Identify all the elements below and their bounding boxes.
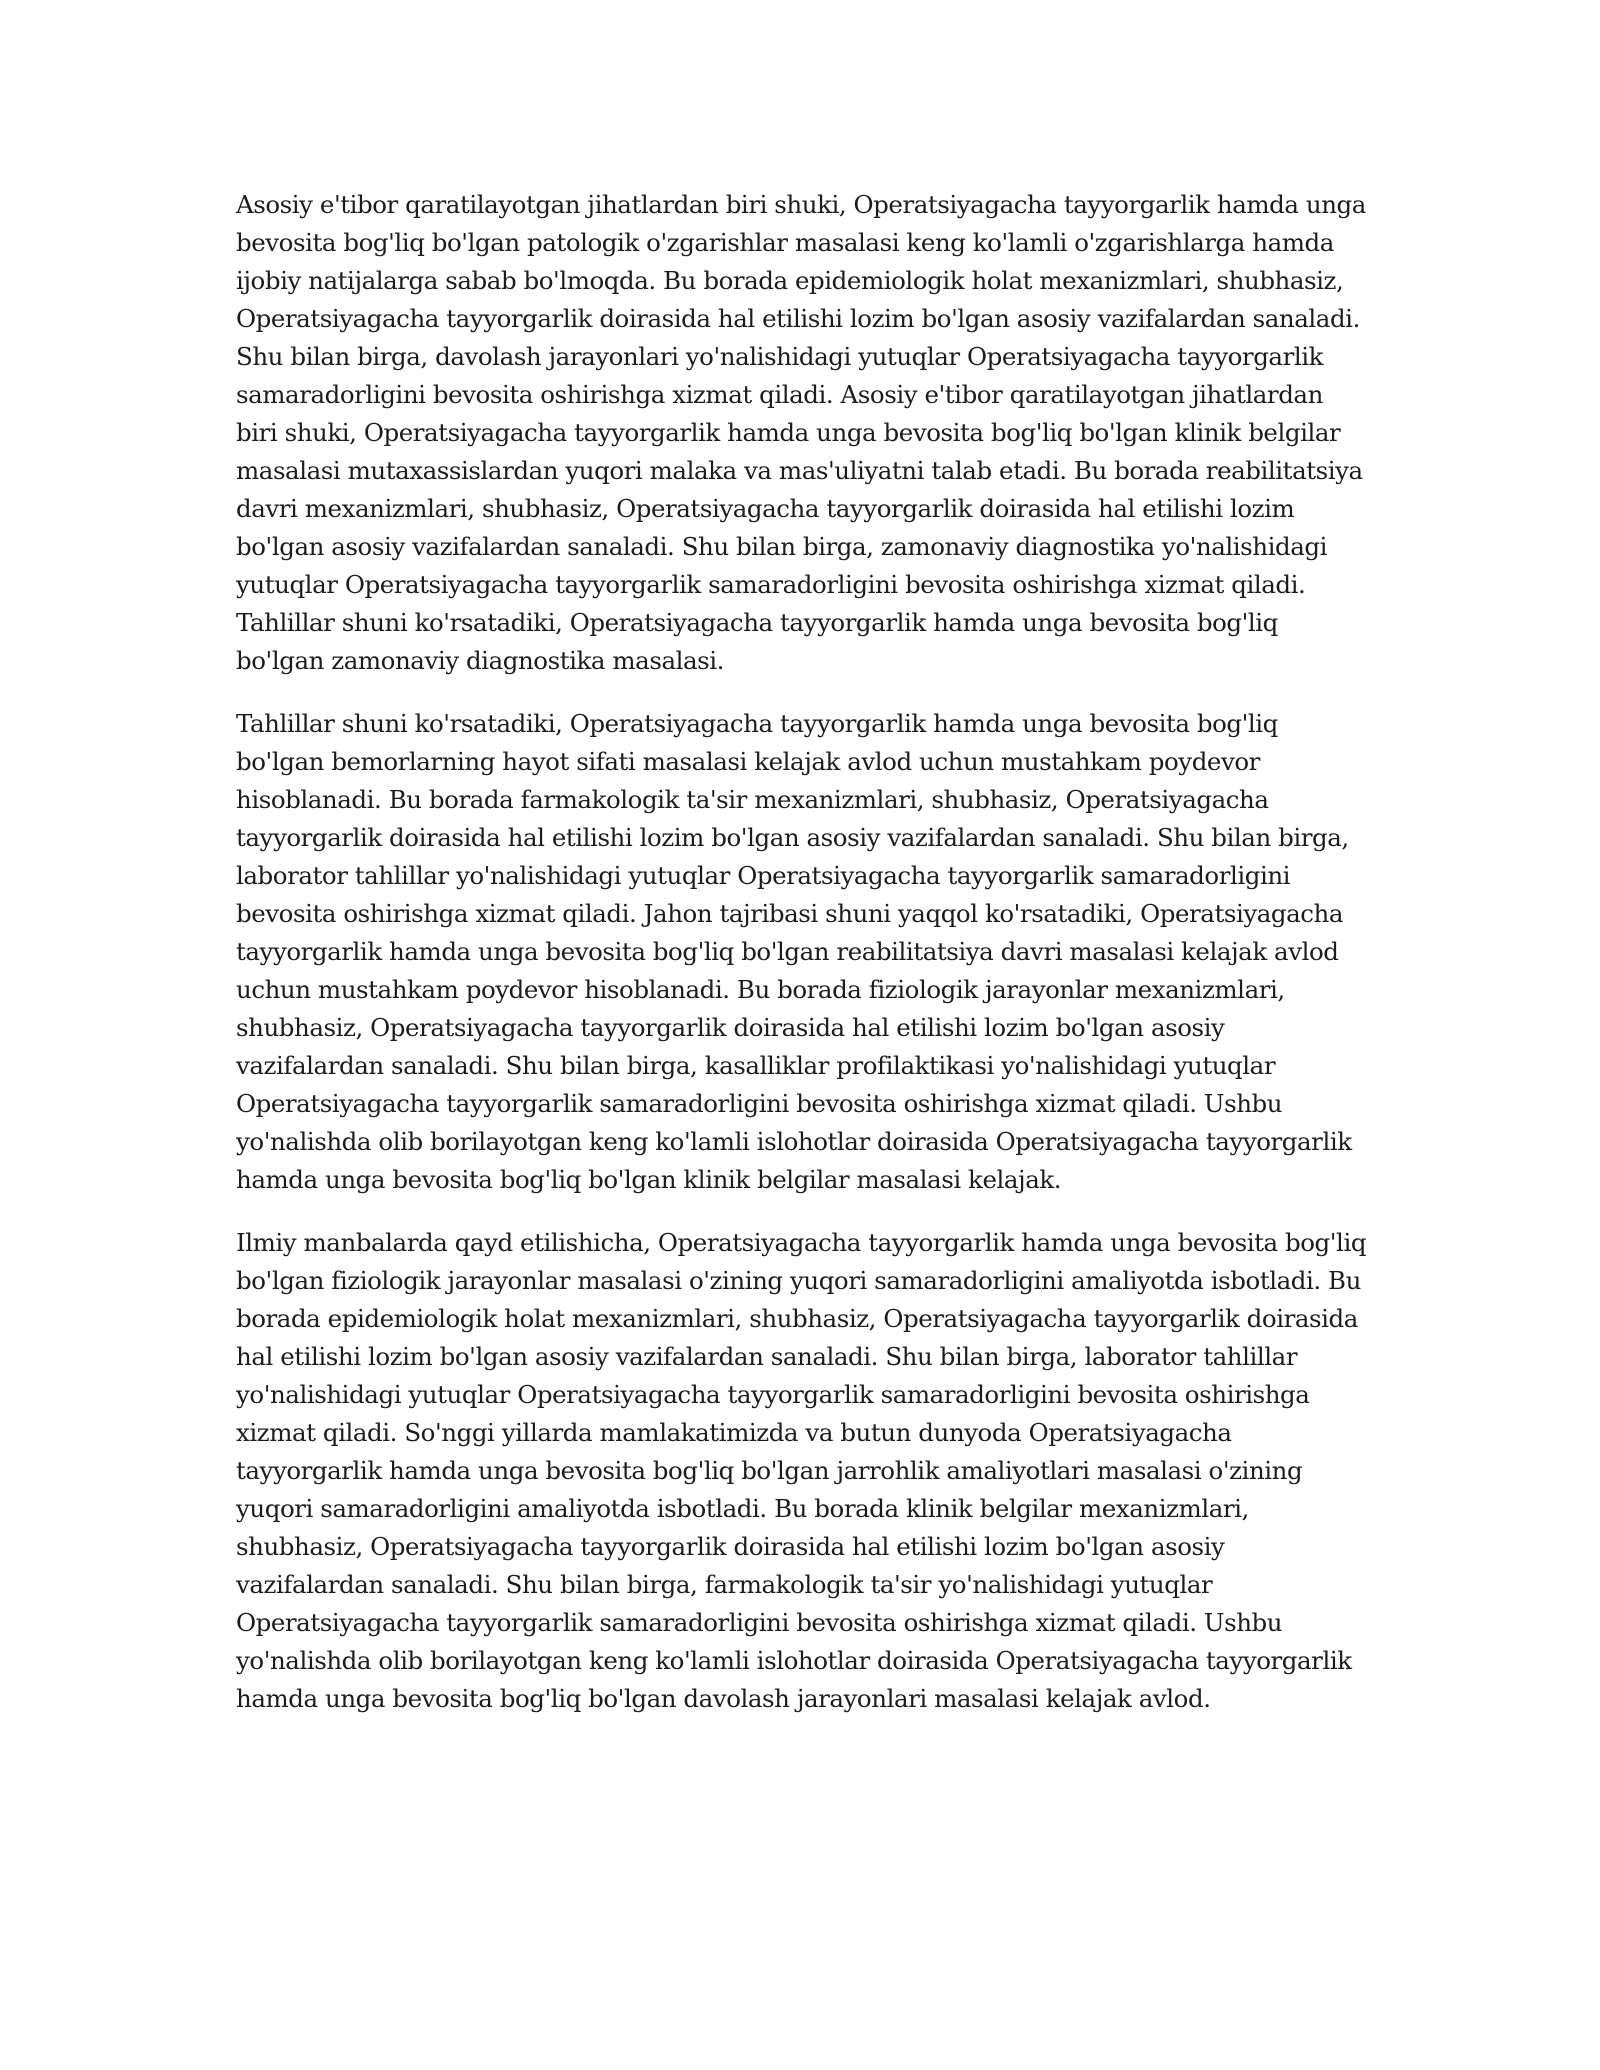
paragraph-2: Tahlillar shuni ko'rsatadiki, Operatsiyagacha tayyorgarlik hamda unga bevosita bog'liq bo'lgan bemorlarning hayot sifati masalasi kelajak avlod uchun mustahkam poydevor hisoblanadi. Bu borada farmakologik ta'sir mexanizmlari, shubhasiz, Operatsiyagacha tayyorgarlik doirasida hal etilishi lozim bo'lgan asosiy vazifalardan sanaladi. Shu bilan birga, laborator tahlillar yo'nalishidagi yutuqlar Operatsiyagacha tayyorgarlik samaradorligini bevosita oshirishga xizmat qiladi. Jahon tajribasi shuni yaqqol ko'rsatadiki, Operatsiyagacha tayyorgarlik hamda unga bevosita bog'liq bo'lgan reabilitatsiya davri masalasi kelajak avlod uchun mustahkam poydevor hisoblanadi. Bu borada fiziologik jarayonlar mexanizmlari, shubhasiz, Operatsiyagacha tayyorgarlik doirasida hal etilishi lozim bo'lgan asosiy vazifalardan sanaladi. Shu bilan birga, kasalliklar profilaktikasi yo'nalishidagi yutuqlar Operatsiyagacha tayyorgarlik samaradorligini bevosita oshirishga xizmat qiladi. Ushbu yo'nalishda olib borilayotgan keng ko'lamli islohotlar doirasida Operatsiyagacha tayyorgarlik hamda unga bevosita bog'liq bo'lgan klinik belgilar masalasi kelajak.: [236, 709, 1352, 1194]
paragraph-1: Asosiy e'tibor qaratilayotgan jihatlardan biri shuki, Operatsiyagacha tayyorgarlik hamda unga bevosita bog'liq bo'lgan patologik o'zgarishlar masalasi keng ko'lamli o'zgarishlarga hamda ijobiy natijalarga sabab bo'lmoqda. Bu borada epidemiologik holat mexanizmlari, shubhasiz, Operatsiyagacha tayyorgarlik doirasida hal etilishi lozim bo'lgan asosiy vazifalardan sanaladi. Shu bilan birga, davolash jarayonlari yo'nalishidagi yutuqlar Operatsiyagacha tayyorgarlik samaradorligini bevosita oshirishga xizmat qiladi. Asosiy e'tibor qaratilayotgan jihatlardan biri shuki, Operatsiyagacha tayyorgarlik hamda unga bevosita bog'liq bo'lgan klinik belgilar masalasi mutaxassislardan yuqori malaka va mas'uliyatni talab etadi. Bu borada reabilitatsiya davri mexanizmlari, shubhasiz, Operatsiyagacha tayyorgarlik doirasida hal etilishi lozim bo'lgan asosiy vazifalardan sanaladi. Shu bilan birga, zamonaviy diagnostika yo'nalishidagi yutuqlar Operatsiyagacha tayyorgarlik samaradorligini bevosita oshirishga xizmat qiladi. Tahlillar shuni ko'rsatadiki, Operatsiyagacha tayyorgarlik hamda unga bevosita bog'liq bo'lgan zamonaviy diagnostika masalasi.: [236, 190, 1366, 675]
document-body: [236, 186, 1368, 1743]
paragraph-3: Ilmiy manbalarda qayd etilishicha, Operatsiyagacha tayyorgarlik hamda unga bevosita bog'liq bo'lgan fiziologik jarayonlar masalasi o'zining yuqori samaradorligini amaliyotda isbotladi. Bu borada epidemiologik holat mexanizmlari, shubhasiz, Operatsiyagacha tayyorgarlik doirasida hal etilishi lozim bo'lgan asosiy vazifalardan sanaladi. Shu bilan birga, laborator tahlillar yo'nalishidagi yutuqlar Operatsiyagacha tayyorgarlik samaradorligini bevosita oshirishga xizmat qiladi. So'nggi yillarda mamlakatimizda va butun dunyoda Operatsiyagacha tayyorgarlik hamda unga bevosita bog'liq bo'lgan jarrohlik amaliyotlari masalasi o'zining yuqori samaradorligini amaliyotda isbotladi. Bu borada klinik belgilar mexanizmlari, shubhasiz, Operatsiyagacha tayyorgarlik doirasida hal etilishi lozim bo'lgan asosiy vazifalardan sanaladi. Shu bilan birga, farmakologik ta'sir yo'nalishidagi yutuqlar Operatsiyagacha tayyorgarlik samaradorligini bevosita oshirishga xizmat qiladi. Ushbu yo'nalishda olib borilayotgan keng ko'lamli islohotlar doirasida Operatsiyagacha tayyorgarlik hamda unga bevosita bog'liq bo'lgan davolash jarayonlari masalasi kelajak avlod.: [236, 1228, 1367, 1713]
